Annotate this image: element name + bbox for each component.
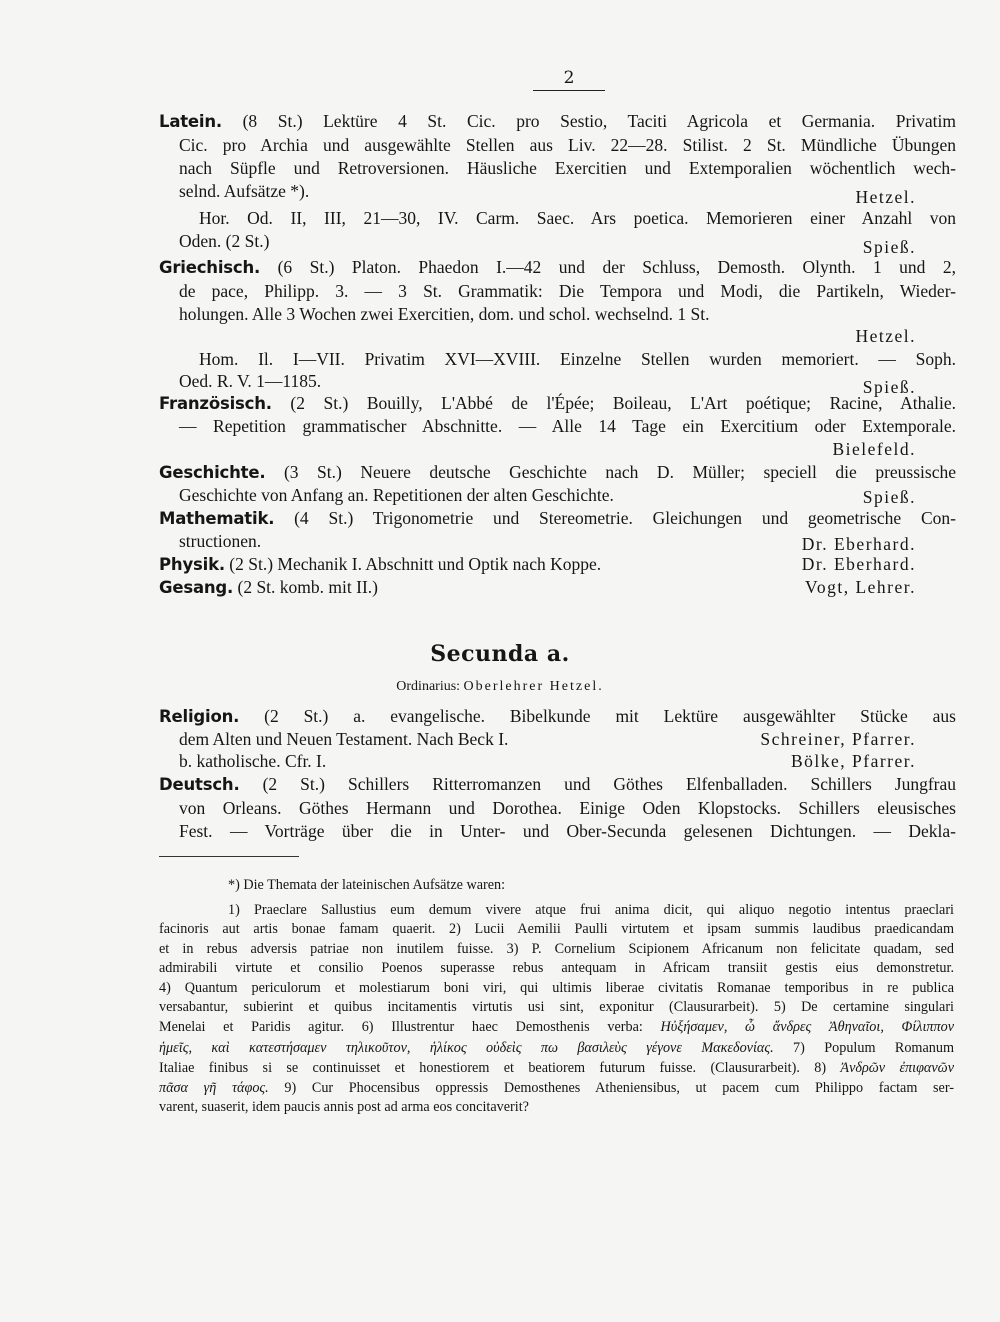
subject-label-latin: Latein. <box>159 112 222 131</box>
subject-label-history: Geschichte. <box>159 463 266 482</box>
religion-line-3: b. katholische. Cfr. I. Bölke, Pfarrer. <box>179 751 916 771</box>
teacher-name: Vogt, Lehrer. <box>804 577 916 597</box>
latin-line-4: selnd. Aufsätze *). Hetzel. <box>179 181 916 207</box>
footnote-line: admirabili virtute et consilio Poenos superasse rebus antequam in Africam transiit gestis eius demonstretur. <box>159 960 954 976</box>
teacher-name: Bielefeld. <box>832 439 916 459</box>
footnote-line: ἡμεῖς, καὶ κατεστήσαμεν τηλικοῦτον, ἡλίκος οὐδεὶς πω βασιλεὺς γέγονε Μακεδονίας. 7) Populum Romanum <box>159 1040 954 1056</box>
german-line-1: Deutsch. (2 St.) Schillers Ritterromanzen und Göthes Elfenballaden. Schillers Jungfrau <box>159 774 956 794</box>
greek-line-6: Oed. R. V. 1—1185. Spieß. <box>179 371 916 397</box>
subject-label-math: Mathematik. <box>159 509 275 528</box>
footnote-line: versabantur, subierint et quibus incitamentis virtutis usi sint, exponitur (Clausurarbeit). 5) De certamine singulari <box>159 999 954 1015</box>
footnote-rule <box>159 856 299 857</box>
teacher-name: Spieß. <box>862 237 916 257</box>
subject-label-french: Französisch. <box>159 394 272 413</box>
latin-line-3: nach Süpfle und Retroversionen. Häusliche Exercitien und Extemporalien wöchentlich wech- <box>179 158 956 178</box>
subject-label-religion: Religion. <box>159 707 240 726</box>
footnote-line: 4) Quantum periculorum et molestiarum boni viri, qui ultimis liberae civitatis Romanae temporibus in re publica <box>159 980 954 996</box>
footnote-line: 1) Praeclare Sallustius eum demum vivere atque frui anima dicit, qui aliquo negotio intentus praeclari <box>228 902 954 918</box>
greek-line-5: Hom. Il. I—VII. Privatim XVI—XVIII. Einzelne Stellen wurden memoriert. — Soph. <box>199 349 956 369</box>
teacher-name: Dr. Eberhard. <box>801 554 916 574</box>
teacher-name: Bölke, Pfarrer. <box>790 751 916 771</box>
footnote-line: et in rebus adversis patriae non inutilem fuisse. 3) P. Cornelium Scipionem Africanum non felicitate quadam, sed <box>159 941 954 957</box>
latin-line-1: Latein. (8 St.) Lektüre 4 St. Cic. pro Sestio, Taciti Agricola et Germania. Privatim <box>159 111 956 131</box>
teacher-name: Hetzel. <box>855 187 916 207</box>
teacher-name: Schreiner, Pfarrer. <box>760 729 916 749</box>
teacher-name: Hetzel. <box>855 326 916 346</box>
physics-line-1: Physik. (2 St.) Mechanik I. Abschnitt und Optik nach Koppe. Dr. Eberhard. <box>159 554 916 574</box>
greek-line-2: de pace, Philipp. 3. — 3 St. Grammatik: Die Tempora und Modi, die Partikeln, Wieder- <box>179 281 956 301</box>
history-line-2: Geschichte von Anfang an. Repetitionen der alten Geschichte. Spieß. <box>179 485 916 507</box>
teacher-name: Spieß. <box>862 377 916 397</box>
subject-label-physics: Physik. <box>159 555 225 574</box>
religion-line-2: dem Alten und Neuen Testament. Nach Beck I. Schreiner, Pfarrer. <box>179 729 916 749</box>
footnote-line: Menelai et Paridis agitur. 6) Illustrentur haec Demosthenis verba: Ηὐξήσαμεν, ὦ ἄνδρες Ἀθηναῖοι, Φίλιππον <box>159 1019 954 1035</box>
greek-quote: Ἀνδρῶν ἐπιφανῶν <box>840 1060 954 1076</box>
religion-line-1: Religion. (2 St.) a. evangelische. Bibelkunde mit Lektüre ausgewählter Stücke aus <box>159 706 956 726</box>
math-line-2: structionen. Dr. Eberhard. <box>179 531 916 554</box>
greek-line-3: holungen. Alle 3 Wochen zwei Exercitien, dom. und schol. wechselnd. 1 St. <box>179 304 710 324</box>
footnote-line: varent, suaserit, idem paucis annis post ad arma eos concitaverit? <box>159 1099 529 1115</box>
footnote-intro: *) Die Themata der lateinischen Aufsätze waren: <box>228 877 506 893</box>
subject-label-german: Deutsch. <box>159 775 240 794</box>
french-line-1: Französisch. (2 St.) Bouilly, L'Abbé de l'Épée; Boileau, L'Art poétique; Racine, Athalie. <box>159 393 956 413</box>
footnote-line: Italiae finibus si se continuisset et honestiorem et beatiorem futurum fuisse. (Clausurarbeit). 8) Ἀνδρῶν ἐπιφανῶν <box>159 1060 954 1076</box>
german-line-2: von Orleans. Göthes Hermann und Dorothea. Einige Oden Klopstocks. Schillers eleusisches <box>179 798 956 818</box>
french-line-2: — Repetition grammatischer Abschnitte. — Alle 14 Tage ein Exercitium oder Extemporale. <box>179 416 956 436</box>
singing-line-1: Gesang. (2 St. komb. mit II.) Vogt, Lehrer. <box>159 577 916 597</box>
latin-line-6: Oden. (2 St.) Spieß. <box>179 231 916 257</box>
subject-label-greek: Griechisch. <box>159 258 261 277</box>
teacher-name: Dr. Eberhard. <box>801 534 916 554</box>
greek-quote: Ηὐξήσαμεν, ὦ ἄνδρες Ἀθηναῖοι, Φίλιππον <box>660 1019 954 1035</box>
history-line-1: Geschichte. (3 St.) Neuere deutsche Geschichte nach D. Müller; speciell die preussische <box>159 462 956 482</box>
teacher-name: Spieß. <box>862 487 916 507</box>
page-number: 2 <box>533 68 605 91</box>
math-line-1: Mathematik. (4 St.) Trigonometrie und Stereometrie. Gleichungen und geometrische Con- <box>159 508 956 528</box>
subject-label-singing: Gesang. <box>159 578 234 597</box>
german-line-3: Fest. — Vorträge über die in Unter- und Ober-Secunda gelesenen Dichtungen. — Dekla- <box>179 821 956 841</box>
footnote-line: facinoris aut artis bonae famam quaerit. 2) Lucii Aemilii Paulli virtutem et ipsam summis laudibus praedicandam <box>159 921 954 937</box>
latin-line-2: Cic. pro Archia und ausgewählte Stellen aus Liv. 22—28. Stilist. 2 St. Mündliche Übungen <box>179 135 956 155</box>
greek-line-1: Griechisch. (6 St.) Platon. Phaedon I.—42 und der Schluss, Demosth. Olynth. 1 und 2, <box>159 257 956 277</box>
greek-quote: ἡμεῖς, καὶ κατεστήσαμεν τηλικοῦτον, ἡλίκος οὐδεὶς πω βασιλεὺς γέγονε Μακεδονίας. <box>159 1040 774 1056</box>
french-line-3 <box>159 438 956 462</box>
class-heading: Secunda a. <box>430 641 570 667</box>
ordinarius-line: Ordinarius: Oberlehrer Hetzel. <box>396 679 604 694</box>
greek-quote: πᾶσα γῆ τάφος. <box>159 1080 269 1096</box>
footnote-line: πᾶσα γῆ τάφος. 9) Cur Phocensibus oppressis Demosthenes Atheniensibus, ut pacem cum Philippo factam ser- <box>159 1080 954 1096</box>
greek-line-4 <box>159 325 956 349</box>
latin-line-5: Hor. Od. II, III, 21—30, IV. Carm. Saec. Ars poetica. Memorieren einer Anzahl von <box>199 208 956 228</box>
